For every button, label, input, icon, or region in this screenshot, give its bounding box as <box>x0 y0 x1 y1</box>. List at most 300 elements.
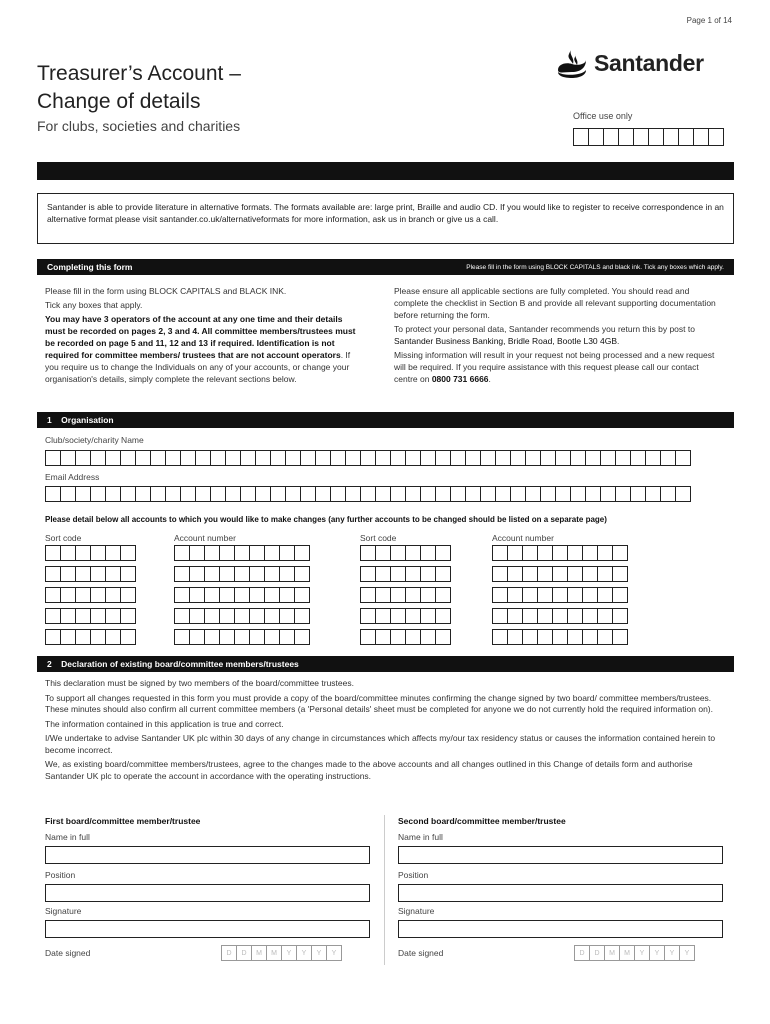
char-box[interactable] <box>75 486 91 502</box>
account-number-box[interactable] <box>582 587 598 603</box>
sort-code-box[interactable] <box>60 608 76 624</box>
sort-code-box[interactable] <box>420 608 436 624</box>
first-signature-input[interactable] <box>45 920 370 938</box>
char-box[interactable] <box>255 450 271 466</box>
account-number-box[interactable] <box>522 629 538 645</box>
char-box[interactable] <box>420 450 436 466</box>
char-box[interactable] <box>330 450 346 466</box>
sort-code-box[interactable] <box>420 629 436 645</box>
char-box[interactable] <box>345 450 361 466</box>
account-number-box[interactable] <box>492 587 508 603</box>
char-box[interactable] <box>240 450 256 466</box>
account-number-box[interactable] <box>279 566 295 582</box>
sort-code-box[interactable] <box>435 545 451 561</box>
char-box[interactable] <box>570 486 586 502</box>
sort-code-box[interactable] <box>360 545 376 561</box>
date-digit-box[interactable]: Y <box>679 945 695 961</box>
char-box[interactable] <box>405 486 421 502</box>
office-use-box[interactable] <box>678 128 694 146</box>
sort-code-box[interactable] <box>45 629 61 645</box>
account-number-box[interactable] <box>567 629 583 645</box>
char-box[interactable] <box>600 486 616 502</box>
account-number-box[interactable] <box>552 629 568 645</box>
sort-code-box[interactable] <box>45 566 61 582</box>
char-box[interactable] <box>600 450 616 466</box>
sort-code-box[interactable] <box>105 545 121 561</box>
account-number-box[interactable] <box>219 545 235 561</box>
account-number-box[interactable] <box>264 587 280 603</box>
sort-code-box[interactable] <box>120 629 136 645</box>
account-number-box[interactable] <box>279 608 295 624</box>
account-number-box[interactable] <box>552 566 568 582</box>
char-box[interactable] <box>195 450 211 466</box>
sort-code-box[interactable] <box>90 545 106 561</box>
date-digit-box[interactable]: Y <box>664 945 680 961</box>
account-number-box[interactable] <box>264 566 280 582</box>
char-box[interactable] <box>90 450 106 466</box>
sort-code-input[interactable] <box>360 587 450 603</box>
char-box[interactable] <box>480 486 496 502</box>
account-number-box[interactable] <box>597 629 613 645</box>
account-number-box[interactable] <box>567 545 583 561</box>
sort-code-box[interactable] <box>435 629 451 645</box>
char-box[interactable] <box>675 450 691 466</box>
char-box[interactable] <box>225 450 241 466</box>
sort-code-box[interactable] <box>375 608 391 624</box>
second-signature-input[interactable] <box>398 920 723 938</box>
sort-code-box[interactable] <box>120 608 136 624</box>
char-box[interactable] <box>540 486 556 502</box>
account-number-box[interactable] <box>189 608 205 624</box>
sort-code-box[interactable] <box>105 629 121 645</box>
sort-code-box[interactable] <box>60 587 76 603</box>
account-number-box[interactable] <box>522 545 538 561</box>
char-box[interactable] <box>570 450 586 466</box>
account-number-box[interactable] <box>507 608 523 624</box>
account-number-box[interactable] <box>294 629 310 645</box>
account-number-box[interactable] <box>597 566 613 582</box>
account-number-box[interactable] <box>582 566 598 582</box>
sort-code-box[interactable] <box>60 629 76 645</box>
sort-code-box[interactable] <box>390 608 406 624</box>
char-box[interactable] <box>480 450 496 466</box>
char-box[interactable] <box>270 450 286 466</box>
account-number-box[interactable] <box>264 545 280 561</box>
office-use-box[interactable] <box>588 128 604 146</box>
date-digit-box[interactable]: D <box>236 945 252 961</box>
account-number-box[interactable] <box>507 545 523 561</box>
sort-code-box[interactable] <box>60 566 76 582</box>
char-box[interactable] <box>90 486 106 502</box>
char-box[interactable] <box>390 450 406 466</box>
sort-code-box[interactable] <box>390 545 406 561</box>
account-number-box[interactable] <box>294 587 310 603</box>
char-box[interactable] <box>390 486 406 502</box>
account-number-box[interactable] <box>219 608 235 624</box>
sort-code-input[interactable] <box>360 545 450 561</box>
account-number-box[interactable] <box>612 629 628 645</box>
account-number-box[interactable] <box>582 608 598 624</box>
office-use-box[interactable] <box>573 128 589 146</box>
sort-code-box[interactable] <box>90 629 106 645</box>
sort-code-box[interactable] <box>420 566 436 582</box>
account-number-box[interactable] <box>174 587 190 603</box>
char-box[interactable] <box>630 450 646 466</box>
account-number-box[interactable] <box>612 587 628 603</box>
char-box[interactable] <box>120 486 136 502</box>
char-box[interactable] <box>510 450 526 466</box>
sort-code-box[interactable] <box>360 566 376 582</box>
account-number-box[interactable] <box>552 545 568 561</box>
sort-code-box[interactable] <box>360 587 376 603</box>
char-box[interactable] <box>225 486 241 502</box>
char-box[interactable] <box>675 486 691 502</box>
char-box[interactable] <box>345 486 361 502</box>
account-number-input[interactable] <box>174 566 309 582</box>
account-number-box[interactable] <box>294 608 310 624</box>
char-box[interactable] <box>615 486 631 502</box>
char-box[interactable] <box>525 486 541 502</box>
date-digit-box[interactable]: D <box>574 945 590 961</box>
sort-code-box[interactable] <box>405 587 421 603</box>
sort-code-box[interactable] <box>435 608 451 624</box>
account-number-input[interactable] <box>492 629 627 645</box>
account-number-input[interactable] <box>174 545 309 561</box>
char-box[interactable] <box>495 450 511 466</box>
sort-code-box[interactable] <box>90 566 106 582</box>
account-number-box[interactable] <box>492 566 508 582</box>
sort-code-input[interactable] <box>45 587 135 603</box>
sort-code-box[interactable] <box>405 608 421 624</box>
account-number-box[interactable] <box>492 545 508 561</box>
date-digit-box[interactable]: D <box>221 945 237 961</box>
sort-code-box[interactable] <box>405 566 421 582</box>
account-number-input[interactable] <box>174 587 309 603</box>
char-box[interactable] <box>435 486 451 502</box>
account-number-box[interactable] <box>612 545 628 561</box>
sort-code-box[interactable] <box>75 566 91 582</box>
account-number-box[interactable] <box>234 545 250 561</box>
account-number-box[interactable] <box>537 545 553 561</box>
char-box[interactable] <box>540 450 556 466</box>
char-box[interactable] <box>630 486 646 502</box>
sort-code-box[interactable] <box>360 629 376 645</box>
account-number-box[interactable] <box>234 587 250 603</box>
office-use-box[interactable] <box>618 128 634 146</box>
char-box[interactable] <box>585 450 601 466</box>
sort-code-box[interactable] <box>75 545 91 561</box>
account-number-box[interactable] <box>582 545 598 561</box>
email-label: Email Address <box>45 472 100 482</box>
date-digit-box[interactable]: Y <box>649 945 665 961</box>
account-number-box[interactable] <box>612 608 628 624</box>
char-box[interactable] <box>180 486 196 502</box>
account-number-box[interactable] <box>249 608 265 624</box>
char-box[interactable] <box>315 486 331 502</box>
char-box[interactable] <box>660 486 676 502</box>
char-box[interactable] <box>555 486 571 502</box>
account-number-box[interactable] <box>219 629 235 645</box>
char-box[interactable] <box>165 450 181 466</box>
sort-code-box[interactable] <box>375 587 391 603</box>
char-box[interactable] <box>255 486 271 502</box>
account-number-box[interactable] <box>597 608 613 624</box>
office-use-boxes <box>573 128 723 146</box>
date-digit-box[interactable]: M <box>604 945 620 961</box>
account-number-box[interactable] <box>567 587 583 603</box>
char-box[interactable] <box>300 450 316 466</box>
sort-code-label: Sort code <box>45 533 82 543</box>
sort-code-box[interactable] <box>420 545 436 561</box>
char-box[interactable] <box>285 450 301 466</box>
char-box[interactable] <box>375 450 391 466</box>
char-box[interactable] <box>60 450 76 466</box>
account-number-input[interactable] <box>492 587 627 603</box>
sort-code-box[interactable] <box>360 608 376 624</box>
char-box[interactable] <box>645 450 661 466</box>
char-box[interactable] <box>105 450 121 466</box>
sort-code-box[interactable] <box>405 545 421 561</box>
date-digit-box[interactable]: D <box>589 945 605 961</box>
account-number-box[interactable] <box>537 566 553 582</box>
account-number-box[interactable] <box>174 629 190 645</box>
account-number-box[interactable] <box>294 566 310 582</box>
account-number-box[interactable] <box>522 566 538 582</box>
account-number-box[interactable] <box>279 587 295 603</box>
sort-code-box[interactable] <box>90 587 106 603</box>
char-box[interactable] <box>450 450 466 466</box>
account-number-box[interactable] <box>204 545 220 561</box>
sort-code-box[interactable] <box>45 587 61 603</box>
char-box[interactable] <box>450 486 466 502</box>
account-number-box[interactable] <box>522 608 538 624</box>
char-box[interactable] <box>240 486 256 502</box>
sort-code-box[interactable] <box>390 566 406 582</box>
account-number-box[interactable] <box>219 566 235 582</box>
char-box[interactable] <box>510 486 526 502</box>
account-number-box[interactable] <box>507 566 523 582</box>
sort-code-box[interactable] <box>435 566 451 582</box>
signatories-divider <box>384 815 385 965</box>
char-box[interactable] <box>420 486 436 502</box>
account-number-input[interactable] <box>492 608 627 624</box>
accounts-note: Please detail below all accounts to which you would like to make changes (any further accounts to be changed should be listed on a separate page) <box>45 515 607 524</box>
date-digit-box[interactable]: M <box>266 945 282 961</box>
account-number-box[interactable] <box>204 629 220 645</box>
char-box[interactable] <box>645 486 661 502</box>
sort-code-box[interactable] <box>120 545 136 561</box>
account-number-box[interactable] <box>612 566 628 582</box>
char-box[interactable] <box>150 486 166 502</box>
sort-code-input[interactable] <box>45 608 135 624</box>
char-box[interactable] <box>135 450 151 466</box>
account-number-box[interactable] <box>582 629 598 645</box>
sort-code-box[interactable] <box>60 545 76 561</box>
sort-code-box[interactable] <box>90 608 106 624</box>
account-number-box[interactable] <box>234 629 250 645</box>
account-number-box[interactable] <box>507 587 523 603</box>
char-box[interactable] <box>465 486 481 502</box>
char-box[interactable] <box>270 486 286 502</box>
sort-code-box[interactable] <box>105 587 121 603</box>
char-box[interactable] <box>75 450 91 466</box>
account-number-box[interactable] <box>204 608 220 624</box>
date-digit-box[interactable]: M <box>251 945 267 961</box>
account-number-box[interactable] <box>597 587 613 603</box>
account-number-box[interactable] <box>234 566 250 582</box>
email-input[interactable] <box>45 486 690 502</box>
char-box[interactable] <box>405 450 421 466</box>
office-use-box[interactable] <box>693 128 709 146</box>
account-number-box[interactable] <box>597 545 613 561</box>
sort-code-box[interactable] <box>120 566 136 582</box>
account-number-box[interactable] <box>234 608 250 624</box>
char-box[interactable] <box>555 450 571 466</box>
account-number-box[interactable] <box>249 587 265 603</box>
account-number-box[interactable] <box>537 608 553 624</box>
account-number-box[interactable] <box>492 608 508 624</box>
account-number-box[interactable] <box>249 566 265 582</box>
sort-code-input[interactable] <box>360 608 450 624</box>
date-digit-box[interactable]: Y <box>311 945 327 961</box>
char-box[interactable] <box>120 450 136 466</box>
sort-code-input[interactable] <box>360 566 450 582</box>
second-position-input[interactable] <box>398 884 723 902</box>
account-number-box[interactable] <box>552 608 568 624</box>
account-number-box[interactable] <box>174 608 190 624</box>
account-number-box[interactable] <box>204 587 220 603</box>
sort-code-box[interactable] <box>75 629 91 645</box>
char-box[interactable] <box>360 486 376 502</box>
account-number-box[interactable] <box>189 629 205 645</box>
date-digit-box[interactable]: Y <box>281 945 297 961</box>
char-box[interactable] <box>585 486 601 502</box>
char-box[interactable] <box>180 450 196 466</box>
account-number-box[interactable] <box>279 629 295 645</box>
account-number-box[interactable] <box>264 629 280 645</box>
char-box[interactable] <box>45 450 61 466</box>
sort-code-box[interactable] <box>105 566 121 582</box>
account-number-box[interactable] <box>174 545 190 561</box>
first-date-input[interactable] <box>221 945 341 961</box>
sort-code-box[interactable] <box>390 587 406 603</box>
account-number-input[interactable] <box>492 545 627 561</box>
office-use-box[interactable] <box>633 128 649 146</box>
sort-code-box[interactable] <box>435 587 451 603</box>
char-box[interactable] <box>150 450 166 466</box>
account-number-box[interactable] <box>249 545 265 561</box>
date-digit-box[interactable]: Y <box>634 945 650 961</box>
char-box[interactable] <box>525 450 541 466</box>
account-number-box[interactable] <box>567 608 583 624</box>
char-box[interactable] <box>105 486 121 502</box>
account-number-box[interactable] <box>189 587 205 603</box>
account-number-box[interactable] <box>204 566 220 582</box>
org-name-label: Club/society/charity Name <box>45 435 144 445</box>
sort-code-box[interactable] <box>120 587 136 603</box>
char-box[interactable] <box>465 450 481 466</box>
account-number-box[interactable] <box>189 545 205 561</box>
account-number-box[interactable] <box>294 545 310 561</box>
account-number-box[interactable] <box>279 545 295 561</box>
char-box[interactable] <box>210 450 226 466</box>
sort-code-box[interactable] <box>105 608 121 624</box>
account-number-input[interactable] <box>174 608 309 624</box>
char-box[interactable] <box>615 450 631 466</box>
char-box[interactable] <box>165 486 181 502</box>
sort-code-box[interactable] <box>75 608 91 624</box>
account-number-box[interactable] <box>552 587 568 603</box>
sort-code-box[interactable] <box>45 608 61 624</box>
date-digit-box[interactable]: M <box>619 945 635 961</box>
account-number-box[interactable] <box>507 629 523 645</box>
second-name-input[interactable] <box>398 846 723 864</box>
account-number-box[interactable] <box>537 629 553 645</box>
sort-code-box[interactable] <box>390 629 406 645</box>
account-number-input[interactable] <box>492 566 627 582</box>
sort-code-box[interactable] <box>420 587 436 603</box>
first-position-input[interactable] <box>45 884 370 902</box>
account-number-box[interactable] <box>522 587 538 603</box>
sort-code-box[interactable] <box>375 545 391 561</box>
second-position-label: Position <box>398 870 429 880</box>
char-box[interactable] <box>300 486 316 502</box>
char-box[interactable] <box>285 486 301 502</box>
char-box[interactable] <box>195 486 211 502</box>
account-number-box[interactable] <box>264 608 280 624</box>
account-number-box[interactable] <box>567 566 583 582</box>
office-use-box[interactable] <box>663 128 679 146</box>
char-box[interactable] <box>135 486 151 502</box>
char-box[interactable] <box>435 450 451 466</box>
org-name-input[interactable] <box>45 450 690 466</box>
office-use-box[interactable] <box>648 128 664 146</box>
sort-code-box[interactable] <box>405 629 421 645</box>
char-box[interactable] <box>495 486 511 502</box>
char-box[interactable] <box>360 450 376 466</box>
char-box[interactable] <box>45 486 61 502</box>
char-box[interactable] <box>315 450 331 466</box>
sort-code-box[interactable] <box>45 545 61 561</box>
char-box[interactable] <box>660 450 676 466</box>
account-number-box[interactable] <box>174 566 190 582</box>
account-number-box[interactable] <box>537 587 553 603</box>
account-number-box[interactable] <box>492 629 508 645</box>
sort-code-box[interactable] <box>375 629 391 645</box>
account-number-input[interactable] <box>174 629 309 645</box>
office-use-box[interactable] <box>708 128 724 146</box>
second-date-input[interactable] <box>574 945 694 961</box>
sort-code-box[interactable] <box>75 587 91 603</box>
sort-code-input[interactable] <box>360 629 450 645</box>
sort-code-input[interactable] <box>45 545 135 561</box>
char-box[interactable] <box>210 486 226 502</box>
account-number-box[interactable] <box>249 629 265 645</box>
account-number-box[interactable] <box>219 587 235 603</box>
office-use-box[interactable] <box>603 128 619 146</box>
char-box[interactable] <box>60 486 76 502</box>
account-number-box[interactable] <box>189 566 205 582</box>
char-box[interactable] <box>330 486 346 502</box>
sort-code-box[interactable] <box>375 566 391 582</box>
sort-code-input[interactable] <box>45 566 135 582</box>
date-digit-box[interactable]: Y <box>326 945 342 961</box>
sort-code-input[interactable] <box>45 629 135 645</box>
second-signatory-heading: Second board/committee member/trustee <box>398 816 566 826</box>
first-name-input[interactable] <box>45 846 370 864</box>
date-digit-box[interactable]: Y <box>296 945 312 961</box>
char-box[interactable] <box>375 486 391 502</box>
